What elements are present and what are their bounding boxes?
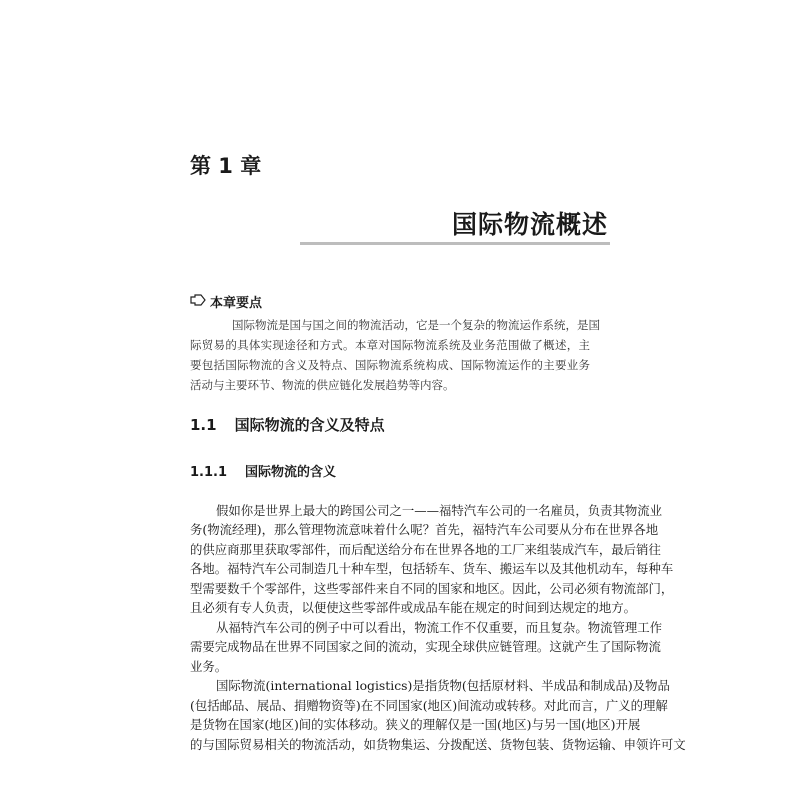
section-number: 1.1 [190,416,217,434]
key-points-line: 际贸易的具体实现途径和方式。本章对国际物流系统及业务范围做了概述，主 [190,338,590,352]
title-divider [300,242,610,245]
subsection-heading [190,461,336,480]
chapter-title: 国际物流概述 [451,210,608,239]
key-points-heading [190,292,262,311]
body-line: 且必须有专人负责，以便使这些零部件或成品车能在规定的时间到达规定的地方。 [190,600,637,615]
chapter-label: 第 1 章 [190,154,262,178]
body-line: 是货物在国家(地区)间的实体移动。狭义的理解仅是一国(地区)与另一国(地区)开展 [190,717,641,732]
section-heading [190,414,385,435]
body-line: 需要完成物品在世界不同国家之间的流动，实现全球供应链管理。这就产生了国际物流 [190,639,661,654]
body-line: 务(物流经理)，那么管理物流意味着什么呢？首先，福特汽车公司要从分布在世界各地 [190,522,659,537]
subsection-number: 1.1.1 [190,465,228,480]
pointing-arrow-icon [190,294,206,310]
body-line: 各地。福特汽车公司制造几十种车型，包括轿车、货车、搬运车以及其他机动车，每种车 [190,561,674,576]
body-line: 业务。 [190,659,228,674]
body-line: 的供应商那里获取零部件，而后配送给分布在世界各地的工厂来组装成汽车，最后销往 [190,542,661,557]
body-line: 假如你是世界上最大的跨国公司之一——福特汽车公司的一名雇员，负责其物流业 [216,503,663,518]
body-line: 从福特汽车公司的例子中可以看出，物流工作不仅重要，而且复杂。物流管理工作 [216,620,663,635]
key-points-line: 国际物流是国与国之间的物流活动，它是一个复杂的物流运作系统，是国 [232,318,600,332]
body-line: 型需要数千个零部件，这些零部件来自不同的国家和地区。因此，公司必须有物流部门， [190,581,674,596]
body-line: 的与国际贸易相关的物流活动，如货物集运、分拨配送、货物包装、货物运输、申领许可文 [190,737,686,752]
key-points-title: 本章要点 [210,296,263,311]
key-points-line: 要包括国际物流的含义及特点、国际物流系统构成、国际物流运作的主要业务 [190,358,590,372]
section-title: 国际物流的含义及特点 [234,416,385,434]
subsection-title: 国际物流的含义 [245,465,337,480]
body-line: (包括邮品、展品、捐赠物资等)在不同国家(地区)间流动或转移。对此而言，广义的理解 [190,698,668,713]
key-points-line: 活动与主要环节、物流的供应链化发展趋势等内容。 [190,378,455,392]
body-line: 国际物流(international logistics)是指货物(包括原材料、半成品和制成品)及物品 [216,678,670,693]
